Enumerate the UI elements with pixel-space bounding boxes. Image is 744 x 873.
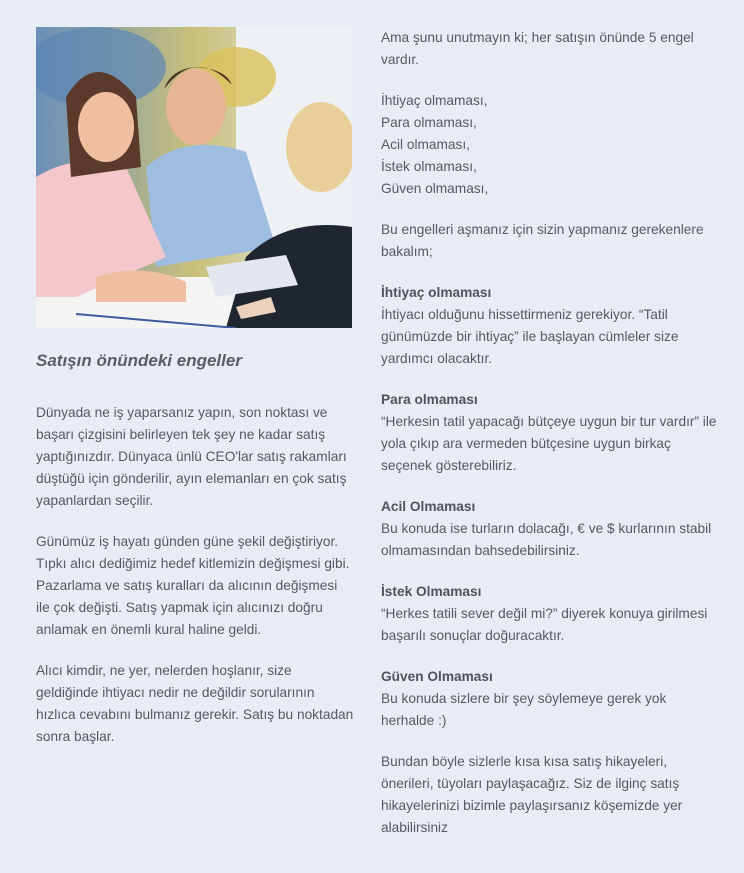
customers-meeting-image bbox=[36, 27, 352, 328]
section-para bbox=[381, 389, 721, 477]
obstacle-item: Acil olmaması, bbox=[381, 137, 470, 152]
paragraph-3: Alıcı kimdir, ne yer, nelerden hoşlanır, size geldiğinde ihtiyacı nedir ne değildir sorularının hızlıca cevabını bulmanız gerekir. Satış bu noktadan sonra başlar. bbox=[36, 663, 354, 744]
closing-paragraph: Bundan böyle sizlerle kısa kısa satış hikayeleri, önerileri, tüyoları paylaşacağız. Siz de ilginç satış hikayelerinizi bizimle paylaşırsanız köşemizde yer alabilirsiniz bbox=[381, 754, 683, 835]
section-title: Acil Olmaması bbox=[381, 499, 476, 514]
section-acil bbox=[381, 496, 721, 562]
section-text: Bu konuda ise turların dolacağı, € ve $ kurlarının stabil olmamasından bahsedebilirsiniz. bbox=[381, 521, 712, 558]
section-title: Para olmaması bbox=[381, 392, 478, 407]
section-guven bbox=[381, 666, 721, 732]
obstacle-item: İhtiyaç olmaması, bbox=[381, 93, 488, 108]
section-text: Bu konuda sizlere bir şey söylemeye gerek yok herhalde :) bbox=[381, 691, 667, 728]
section-text: “Herkesin tatil yapacağı bütçeye uygun bir tur vardır” ile yola çıkıp ara vermeden bütçesine uygun birkaç seçenek gösterebiliriz. bbox=[381, 414, 717, 473]
obstacle-list bbox=[381, 90, 721, 200]
obstacle-item: İstek olmaması, bbox=[381, 159, 477, 174]
right-column bbox=[381, 27, 721, 858]
article-heading: Satışın önündeki engeller bbox=[36, 351, 242, 370]
section-ihtiyac bbox=[381, 282, 721, 370]
section-text: İhtiyacı olduğunu hissettirmeniz gerekiyor. “Tatil günümüzde bir ihtiyaç” ile başlayan cümleler size yardımcı olacaktır. bbox=[381, 307, 679, 366]
obstacle-item: Güven olmaması, bbox=[381, 181, 489, 196]
lead-in-paragraph: Bu engelleri aşmanız için sizin yapmanız gerekenlere bakalım; bbox=[381, 222, 704, 259]
section-istek bbox=[381, 581, 721, 647]
section-title: İstek Olmaması bbox=[381, 584, 482, 599]
obstacle-item: Para olmaması, bbox=[381, 115, 477, 130]
paragraph-2: Günümüz iş hayatı günden güne şekil değiştiriyor. Tıpkı alıcı dediğimiz hedef kitlemizin değişmesi gibi. Pazarlama ve satış kuralları da alıcının değişmesi ile çok değişti. Satış yapmak için alıcınızı doğru anlamak en önemli kural haline geldi. bbox=[36, 534, 350, 637]
article-photo bbox=[36, 27, 352, 328]
section-text: “Herkes tatili sever değil mi?” diyerek konuya girilmesi başarılı sonuçlar doğuracaktır. bbox=[381, 606, 708, 643]
left-column bbox=[36, 402, 354, 767]
intro-paragraph: Ama şunu unutmayın ki; her satışın önünde 5 engel vardır. bbox=[381, 30, 694, 67]
section-title: Güven Olmaması bbox=[381, 669, 493, 684]
paragraph-1: Dünyada ne iş yaparsanız yapın, son noktası ve başarı çizgisini belirleyen tek şey ne kadar satış yaptığınızdır. Dünyaca ünlü CEO'lar satış rakamları düştüğü için gönderilir, ayın elemanları en çok satış yapanlardan seçilir. bbox=[36, 405, 347, 508]
section-title: İhtiyaç olmaması bbox=[381, 285, 492, 300]
